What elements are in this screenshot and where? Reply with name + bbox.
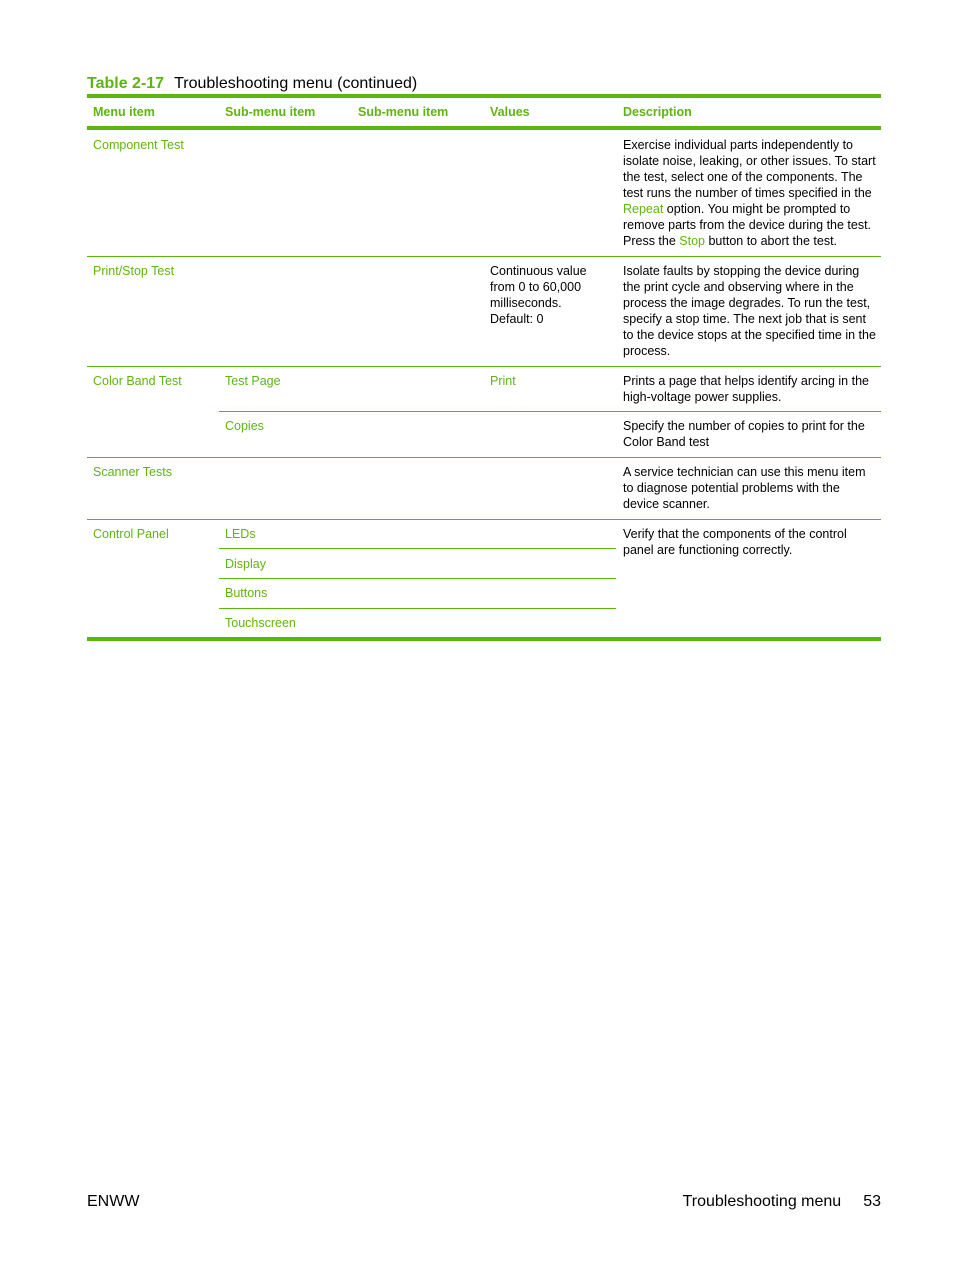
header-values: Values bbox=[490, 105, 530, 119]
row-control-panel-buttons: Buttons bbox=[225, 586, 268, 600]
row-component-test-menu: Component Test bbox=[93, 138, 184, 152]
header-sub-menu-item-1: Sub-menu item bbox=[225, 105, 316, 119]
row-component-test-description: Exercise individual parts independently to isolate noise, leaking, or other issues. To start the test, select one of the components. The test runs the number of times specified in the Repeat option. You might be prompted to remove parts from the device during the test. Press the Stop button to abort the test. bbox=[623, 138, 876, 248]
row-print-stop-menu: Print/Stop Test bbox=[93, 264, 175, 278]
footer-left: ENWW bbox=[87, 1193, 140, 1210]
table-caption bbox=[87, 75, 417, 93]
table-number: Table 2-17 bbox=[87, 75, 165, 92]
row-divider bbox=[87, 366, 881, 367]
header-menu-item: Menu item bbox=[93, 105, 155, 119]
row-divider bbox=[219, 578, 616, 579]
repeat-link: Repeat bbox=[623, 202, 664, 216]
row-divider bbox=[87, 256, 881, 257]
footer-section: Troubleshooting menu bbox=[682, 1193, 842, 1210]
row-control-panel-display: Display bbox=[225, 557, 266, 571]
table-bottom-rule bbox=[87, 637, 881, 641]
row-divider bbox=[219, 608, 616, 609]
row-color-band-menu: Color Band Test bbox=[93, 374, 182, 388]
row-divider bbox=[87, 519, 881, 520]
row-print-stop-description: Isolate faults by stopping the device during the print cycle and observing where in the process the image degrades. To run the test, specify a stop time. The next job that is sent to the device stops at the specified time in the process. bbox=[623, 264, 876, 358]
row-print-stop-value: Continuous value from 0 to 60,000 milliseconds. Default: 0 bbox=[490, 264, 587, 326]
footer-right bbox=[683, 1193, 881, 1211]
header-description: Description bbox=[623, 105, 692, 119]
row-color-band-copies-description: Specify the number of copies to print for the Color Band test bbox=[623, 419, 865, 449]
row-color-band-test-page: Test Page bbox=[225, 374, 281, 388]
row-color-band-copies: Copies bbox=[225, 419, 264, 433]
row-color-band-description: Prints a page that helps identify arcing in the high-voltage power supplies. bbox=[623, 374, 869, 404]
row-control-panel-leds: LEDs bbox=[225, 527, 256, 541]
header-sub-menu-item-2: Sub-menu item bbox=[358, 105, 449, 119]
stop-link: Stop bbox=[679, 234, 705, 248]
page-number: 53 bbox=[863, 1193, 881, 1210]
header-rule bbox=[87, 126, 881, 130]
row-divider bbox=[219, 411, 881, 412]
row-control-panel-touchscreen: Touchscreen bbox=[225, 616, 296, 630]
row-scanner-description: A service technician can use this menu item to diagnose potential problems with the device scanner. bbox=[623, 465, 866, 511]
row-scanner-menu: Scanner Tests bbox=[93, 465, 172, 479]
table-top-rule bbox=[87, 94, 881, 98]
table-title: Troubleshooting menu (continued) bbox=[174, 75, 418, 92]
row-divider bbox=[219, 548, 616, 549]
row-color-band-value: Print bbox=[490, 374, 516, 388]
row-control-panel-menu: Control Panel bbox=[93, 527, 169, 541]
row-control-panel-description: Verify that the components of the control panel are functioning correctly. bbox=[623, 527, 847, 557]
row-divider bbox=[87, 457, 881, 458]
